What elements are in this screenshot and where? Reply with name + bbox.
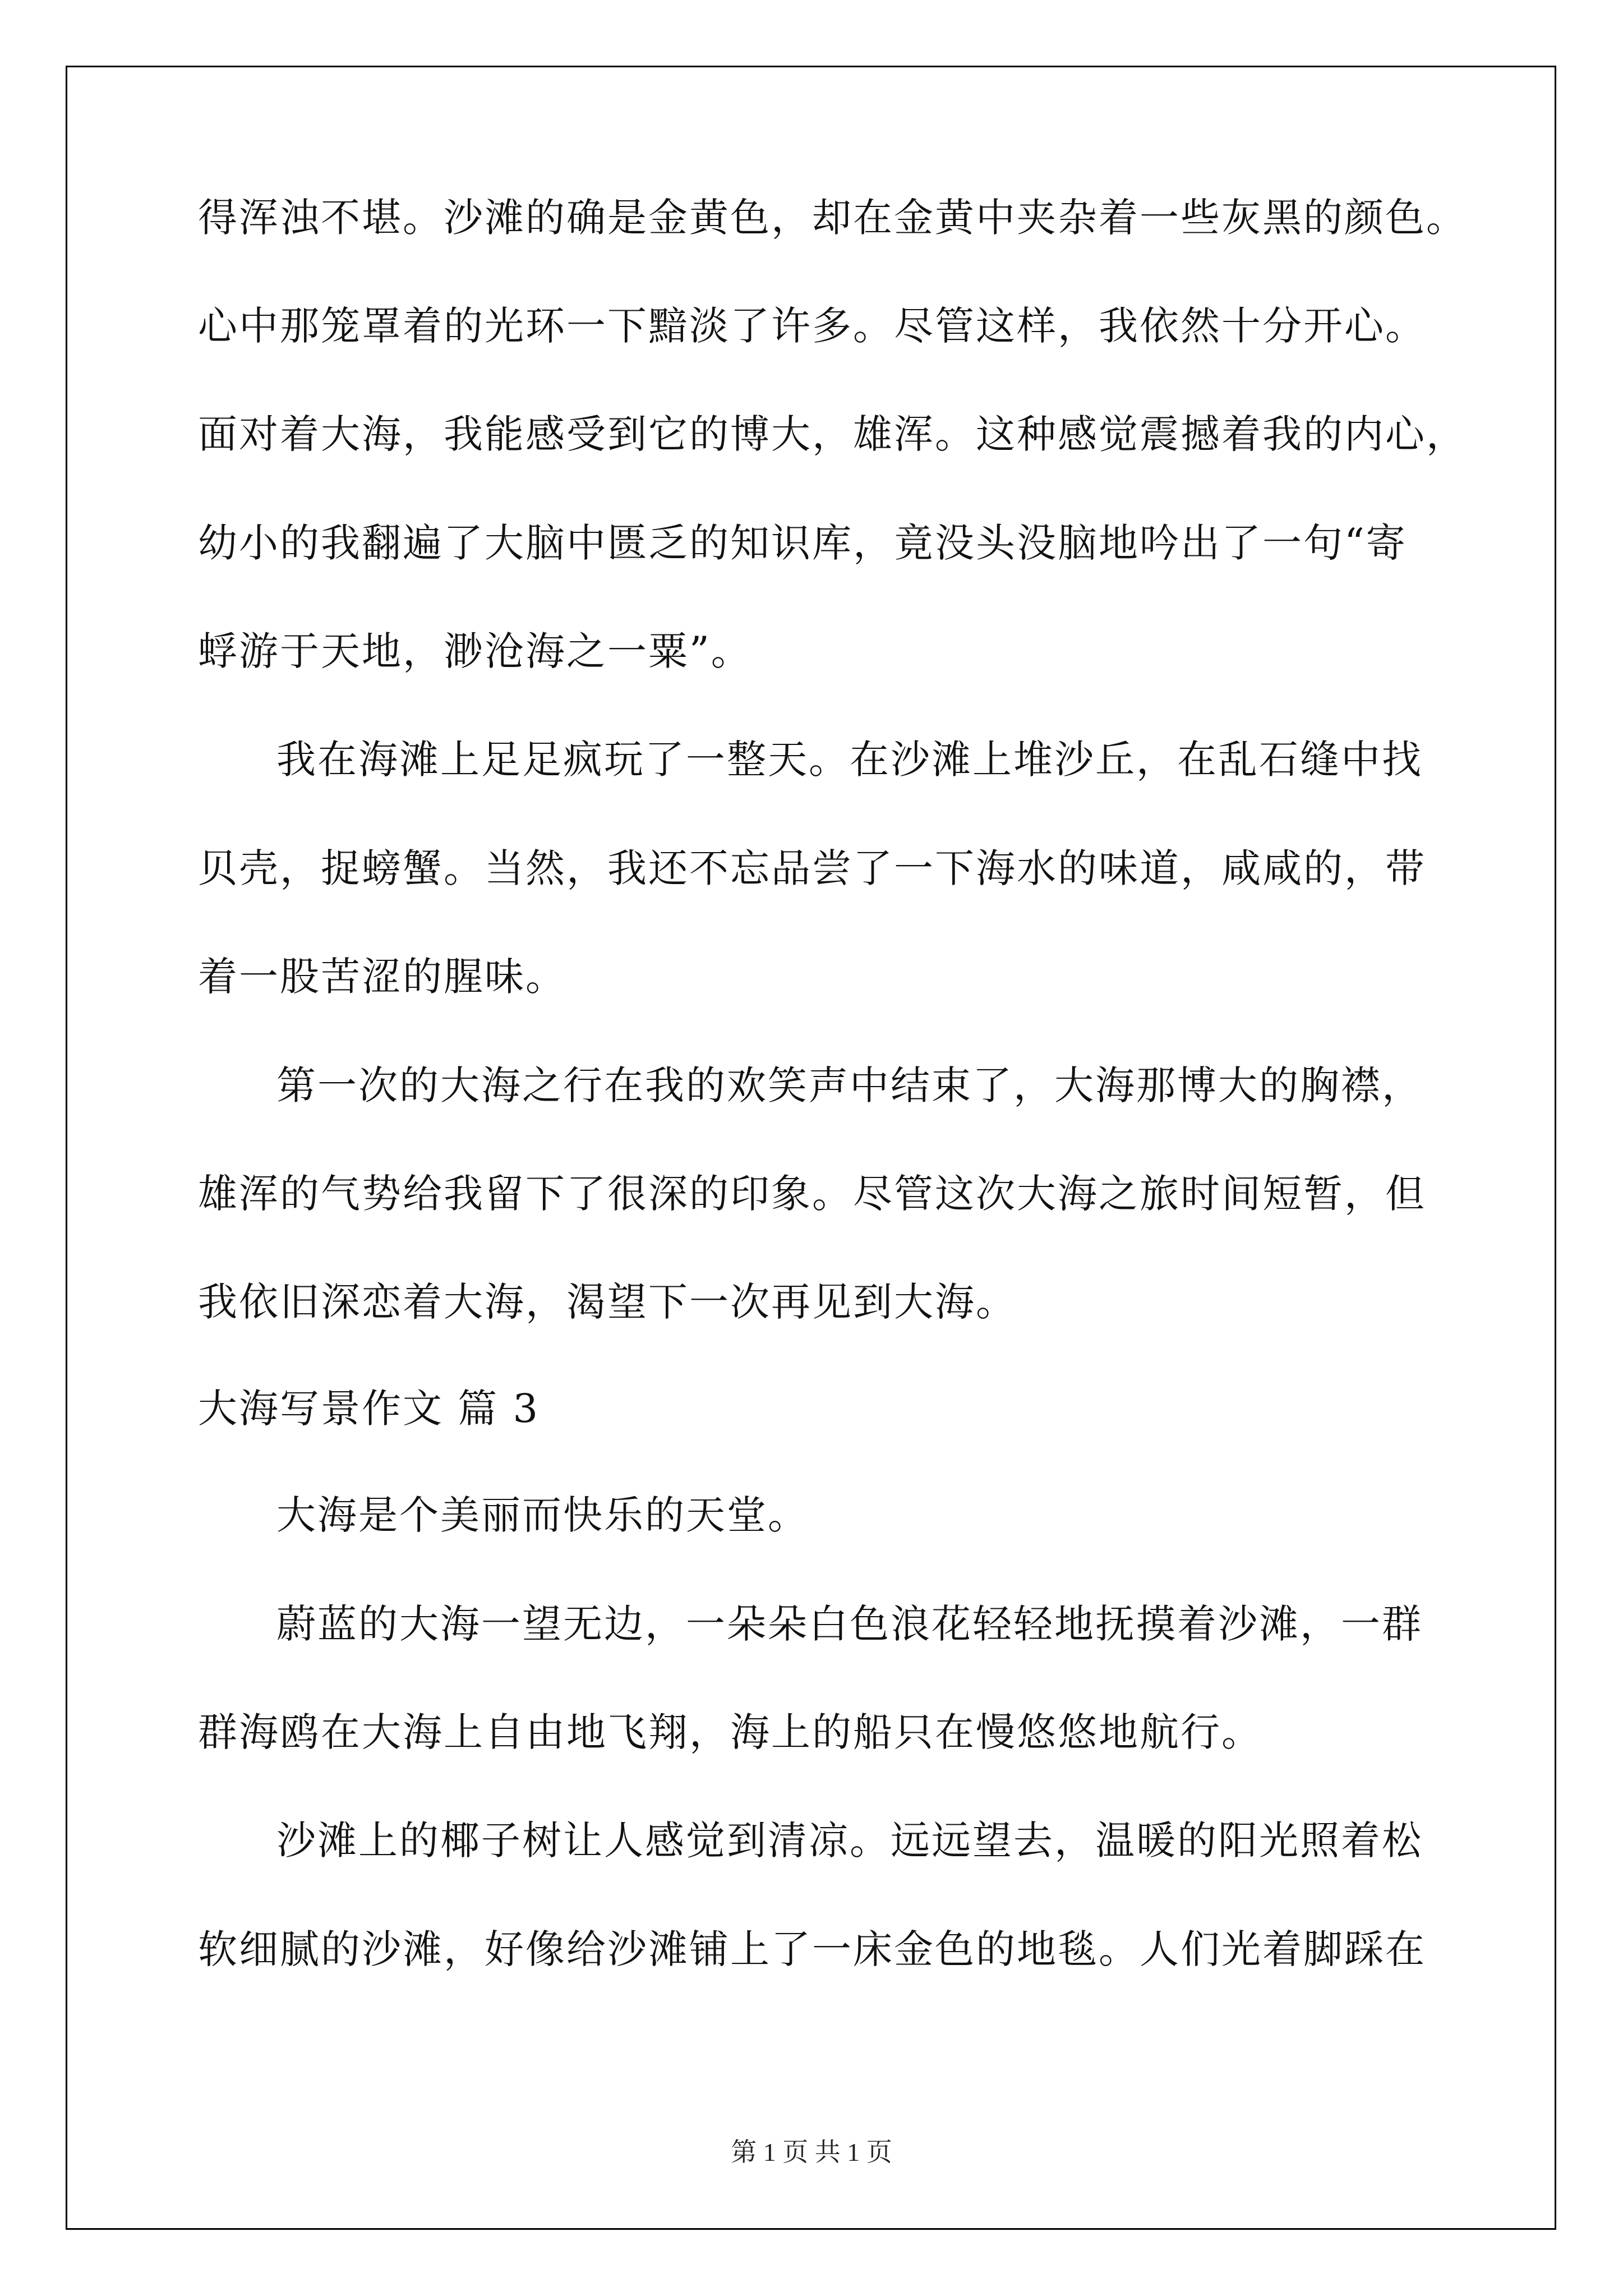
text-line: 面对着大海，我能感受到它的博大，雄浑。这种感觉震撼着我的内心， — [198, 411, 1467, 457]
text-line: 着一股苦涩的腥味。 — [198, 954, 566, 1000]
page-number: 第 1 页 共 1 页 — [731, 2138, 892, 2166]
text-line: 我依旧深恋着大海，渴望下一次再见到大海。 — [198, 1279, 1017, 1325]
text-line: 蜉游于天地，渺沧海之一粟”。 — [198, 628, 752, 674]
text-line: 得浑浊不堪。沙滩的确是金黄色，却在金黄中夹杂着一些灰黑的颜色。 — [198, 195, 1467, 241]
text-line: 群海鸥在大海上自由地飞翔，海上的船只在慢悠悠地航行。 — [198, 1709, 1262, 1755]
text-line: 我在海滩上足足疯玩了一整天。在沙滩上堆沙丘，在乱石缝中找 — [276, 737, 1423, 783]
text-line: 沙滩上的椰子树让人感觉到清凉。远远望去，温暖的阳光照着松 — [276, 1818, 1423, 1864]
text-line: 贝壳，捉螃蟹。当然，我还不忘品尝了一下海水的味道，咸咸的，带 — [198, 845, 1426, 891]
text-line: 幼小的我翻遍了大脑中匮乏的知识库，竟没头没脑地吟出了一句“寄 — [198, 520, 1407, 566]
text-line: 大海是个美丽而快乐的天堂。 — [276, 1492, 809, 1538]
section-heading: 大海写景作文 篇 3 — [198, 1386, 540, 1432]
text-line: 雄浑的气势给我留下了很深的印象。尽管这次大海之旅时间短暂，但 — [198, 1171, 1426, 1217]
page-border — [66, 66, 1556, 2230]
text-line: 软细腻的沙滩，好像给沙滩铺上了一床金色的地毯。人们光着脚踩在 — [198, 1926, 1426, 1972]
text-line: 第一次的大海之行在我的欢笑声中结束了，大海那博大的胸襟， — [276, 1062, 1423, 1108]
text-line: 心中那笼罩着的光环一下黯淡了许多。尽管这样，我依然十分开心。 — [198, 303, 1426, 349]
text-line: 蔚蓝的大海一望无边，一朵朵白色浪花轻轻地抚摸着沙滩，一群 — [276, 1601, 1423, 1647]
